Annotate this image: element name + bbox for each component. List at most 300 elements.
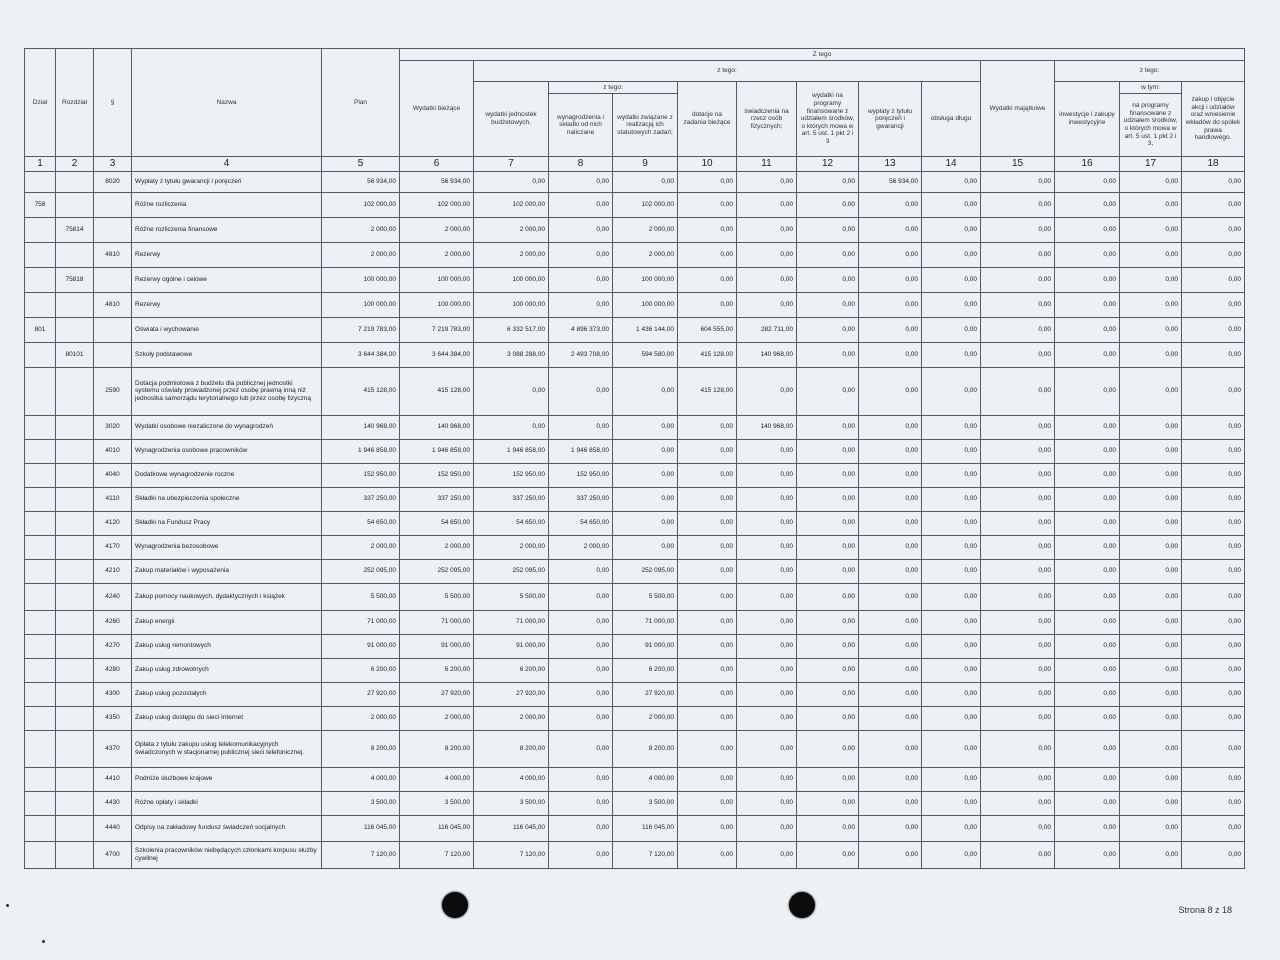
cell-value: 0,00 [737, 535, 797, 559]
cell-dzial [25, 267, 56, 292]
cell-value: 0,00 [981, 634, 1055, 658]
cell-value: 152 950,00 [322, 463, 400, 487]
cell-paragraf: 4270 [94, 634, 132, 658]
cell-value: 2 000,00 [400, 535, 474, 559]
cell-value: 0,00 [797, 767, 859, 791]
cell-value: 0,00 [737, 841, 797, 868]
cell-value: 0,00 [859, 439, 922, 463]
cell-value: 337 250,00 [549, 487, 613, 511]
cell-value: 0,00 [859, 192, 922, 217]
column-number: 2 [56, 157, 94, 172]
cell-paragraf: 4110 [94, 487, 132, 511]
table-row [25, 610, 1245, 634]
cell-value: 54 650,00 [322, 511, 400, 535]
cell-value: 100 000,00 [613, 267, 678, 292]
table-body [25, 171, 1245, 868]
cell-value: 0,00 [797, 535, 859, 559]
cell-nazwa: Opłata z tytułu zakupu usług telekomunikacyjnych świadczonych w stacjonarnej publicznej sieci telefonicznej. [132, 730, 322, 767]
cell-value: 0,00 [922, 610, 981, 634]
cell-value: 2 000,00 [400, 242, 474, 267]
cell-value: 0,00 [981, 292, 1055, 317]
column-number: 5 [322, 157, 400, 172]
cell-value: 102 000,00 [322, 192, 400, 217]
header-wynagrodzenia: wynagrodzenia i składki od nich naliczane [549, 94, 613, 157]
cell-value: 0,00 [613, 463, 678, 487]
cell-value: 0,00 [1120, 767, 1182, 791]
cell-value: 0,00 [922, 487, 981, 511]
cell-value: 0,00 [922, 415, 981, 439]
cell-value: 0,00 [981, 487, 1055, 511]
cell-value: 0,00 [859, 535, 922, 559]
cell-dzial [25, 682, 56, 706]
cell-value: 0,00 [737, 559, 797, 583]
table-row [25, 559, 1245, 583]
cell-value: 0,00 [859, 292, 922, 317]
cell-paragraf: 4300 [94, 682, 132, 706]
cell-rozdzial [56, 706, 94, 730]
cell-value: 0,00 [613, 415, 678, 439]
cell-rozdzial [56, 463, 94, 487]
cell-value: 0,00 [922, 559, 981, 583]
cell-value: 1 436 144,00 [613, 317, 678, 342]
cell-value: 0,00 [737, 439, 797, 463]
column-number: 16 [1055, 157, 1120, 172]
cell-nazwa: Szkolenia pracowników niebędących członkami korpusu służby cywilnej [132, 841, 322, 868]
cell-value: 0,00 [737, 192, 797, 217]
cell-value: 0,00 [981, 610, 1055, 634]
cell-value: 71 000,00 [400, 610, 474, 634]
cell-paragraf: 2590 [94, 367, 132, 415]
cell-value: 0,00 [1182, 706, 1245, 730]
cell-value: 604 555,00 [678, 317, 737, 342]
cell-value: 0,00 [922, 192, 981, 217]
scan-speck [42, 940, 45, 943]
table-header [25, 49, 1245, 172]
table-row [25, 463, 1245, 487]
table-row [25, 730, 1245, 767]
cell-value: 0,00 [1182, 791, 1245, 815]
cell-value: 8 200,00 [613, 730, 678, 767]
cell-value: 0,00 [678, 242, 737, 267]
cell-value: 0,00 [797, 791, 859, 815]
cell-value: 0,00 [1055, 242, 1120, 267]
cell-value: 0,00 [1120, 217, 1182, 242]
cell-paragraf [94, 192, 132, 217]
cell-value: 0,00 [1120, 242, 1182, 267]
cell-value: 0,00 [549, 791, 613, 815]
cell-nazwa: Zakup usług zdrowotnych [132, 658, 322, 682]
cell-value: 0,00 [859, 463, 922, 487]
cell-value: 0,00 [737, 292, 797, 317]
cell-dzial [25, 791, 56, 815]
cell-value: 0,00 [797, 658, 859, 682]
cell-value: 0,00 [922, 841, 981, 868]
cell-rozdzial [56, 192, 94, 217]
cell-dzial [25, 292, 56, 317]
cell-value: 252 095,00 [474, 559, 549, 583]
cell-value: 0,00 [1055, 342, 1120, 367]
cell-nazwa: Wynagrodzenia bezosobowe [132, 535, 322, 559]
cell-value: 0,00 [981, 171, 1055, 192]
table-row [25, 767, 1245, 791]
cell-value: 0,00 [737, 242, 797, 267]
cell-dzial [25, 342, 56, 367]
table-row [25, 292, 1245, 317]
cell-value: 0,00 [1120, 841, 1182, 868]
cell-dzial [25, 511, 56, 535]
cell-paragraf: 4700 [94, 841, 132, 868]
cell-value: 0,00 [737, 634, 797, 658]
cell-value: 0,00 [549, 610, 613, 634]
table-row [25, 192, 1245, 217]
cell-value: 0,00 [797, 342, 859, 367]
cell-value: 0,00 [859, 511, 922, 535]
cell-value: 0,00 [1055, 463, 1120, 487]
cell-value: 0,00 [1120, 487, 1182, 511]
cell-value: 0,00 [1055, 415, 1120, 439]
cell-value: 0,00 [1120, 415, 1182, 439]
cell-value: 415 128,00 [400, 367, 474, 415]
cell-value: 7 120,00 [474, 841, 549, 868]
cell-value: 7 219 783,00 [400, 317, 474, 342]
cell-value: 0,00 [981, 583, 1055, 610]
cell-value: 0,00 [922, 634, 981, 658]
column-number: 15 [981, 157, 1055, 172]
cell-value: 2 000,00 [613, 217, 678, 242]
cell-nazwa: Rezerwy ogólne i celowe [132, 267, 322, 292]
cell-value: 100 000,00 [613, 292, 678, 317]
cell-value: 0,00 [981, 415, 1055, 439]
cell-value: 0,00 [981, 815, 1055, 841]
cell-value: 0,00 [549, 242, 613, 267]
cell-value: 0,00 [1055, 292, 1120, 317]
cell-value: 0,00 [922, 439, 981, 463]
cell-value: 0,00 [737, 511, 797, 535]
cell-value: 0,00 [678, 463, 737, 487]
cell-value: 0,00 [549, 292, 613, 317]
cell-value: 4 000,00 [400, 767, 474, 791]
cell-value: 0,00 [737, 682, 797, 706]
cell-value: 0,00 [1055, 767, 1120, 791]
cell-value: 1 946 858,00 [549, 439, 613, 463]
cell-paragraf: 4210 [94, 559, 132, 583]
cell-value: 2 000,00 [322, 242, 400, 267]
cell-rozdzial [56, 415, 94, 439]
cell-value: 116 045,00 [322, 815, 400, 841]
cell-value: 0,00 [797, 730, 859, 767]
cell-nazwa: Zakup usług pozostałych [132, 682, 322, 706]
cell-value: 0,00 [678, 841, 737, 868]
cell-dzial [25, 730, 56, 767]
cell-value: 252 095,00 [322, 559, 400, 583]
cell-value: 0,00 [797, 267, 859, 292]
cell-value: 0,00 [1120, 559, 1182, 583]
cell-value: 594 580,00 [613, 342, 678, 367]
cell-value: 2 000,00 [474, 242, 549, 267]
cell-value: 71 000,00 [322, 610, 400, 634]
cell-value: 91 000,00 [400, 634, 474, 658]
cell-value: 1 946 858,00 [322, 439, 400, 463]
cell-paragraf: 3020 [94, 415, 132, 439]
cell-value: 7 120,00 [322, 841, 400, 868]
cell-value: 0,00 [981, 511, 1055, 535]
cell-dzial [25, 634, 56, 658]
cell-value: 0,00 [981, 767, 1055, 791]
cell-value: 0,00 [1055, 535, 1120, 559]
cell-value: 0,00 [1182, 559, 1245, 583]
cell-paragraf [94, 317, 132, 342]
table-row [25, 815, 1245, 841]
cell-value: 0,00 [922, 511, 981, 535]
cell-dzial [25, 487, 56, 511]
cell-value: 0,00 [1055, 634, 1120, 658]
cell-value: 0,00 [549, 658, 613, 682]
cell-value: 0,00 [797, 841, 859, 868]
cell-value: 0,00 [1182, 342, 1245, 367]
cell-nazwa: Zakup usług dostępu do sieci Internet [132, 706, 322, 730]
cell-value: 3 088 288,00 [474, 342, 549, 367]
cell-value: 0,00 [678, 658, 737, 682]
header-inwestycje: inwestycje i zakupy inwestycyjne [1055, 82, 1120, 157]
cell-value: 0,00 [1120, 292, 1182, 317]
table-row [25, 171, 1245, 192]
cell-value: 0,00 [549, 192, 613, 217]
cell-value: 0,00 [474, 171, 549, 192]
cell-value: 0,00 [549, 559, 613, 583]
cell-paragraf: 4280 [94, 658, 132, 682]
cell-value: 0,00 [1182, 610, 1245, 634]
cell-value: 4 000,00 [474, 767, 549, 791]
cell-rozdzial [56, 171, 94, 192]
cell-value: 0,00 [859, 791, 922, 815]
cell-rozdzial [56, 634, 94, 658]
cell-rozdzial [56, 730, 94, 767]
cell-dzial [25, 242, 56, 267]
cell-value: 2 000,00 [613, 242, 678, 267]
cell-value: 0,00 [1182, 535, 1245, 559]
cell-value: 0,00 [859, 767, 922, 791]
cell-value: 7 219 783,00 [322, 317, 400, 342]
cell-value: 100 000,00 [474, 267, 549, 292]
column-number: 18 [1182, 157, 1245, 172]
cell-value: 0,00 [678, 682, 737, 706]
cell-value: 0,00 [859, 487, 922, 511]
cell-value: 415 128,00 [678, 367, 737, 415]
cell-value: 2 000,00 [474, 535, 549, 559]
cell-value: 0,00 [1055, 192, 1120, 217]
cell-dzial [25, 706, 56, 730]
cell-paragraf: 4010 [94, 439, 132, 463]
cell-dzial [25, 415, 56, 439]
cell-value: 0,00 [678, 791, 737, 815]
cell-dzial [25, 658, 56, 682]
cell-value: 0,00 [797, 439, 859, 463]
cell-value: 7 120,00 [613, 841, 678, 868]
cell-value: 0,00 [1182, 682, 1245, 706]
table-row [25, 583, 1245, 610]
cell-value: 0,00 [613, 439, 678, 463]
cell-value: 0,00 [1182, 730, 1245, 767]
cell-value: 0,00 [678, 267, 737, 292]
cell-value: 140 968,00 [400, 415, 474, 439]
cell-value: 0,00 [1055, 610, 1120, 634]
cell-value: 0,00 [1120, 511, 1182, 535]
header-wydatki-zwiazane: wydatki związane z realizacją ich statutowych zadań; [613, 94, 678, 157]
table-row [25, 439, 1245, 463]
cell-value: 3 644 384,00 [322, 342, 400, 367]
header-z-tego: Z tego [400, 49, 1245, 61]
cell-dzial [25, 439, 56, 463]
cell-value: 0,00 [797, 367, 859, 415]
cell-value: 0,00 [737, 730, 797, 767]
cell-nazwa: Zakup usług remontowych [132, 634, 322, 658]
cell-value: 0,00 [859, 267, 922, 292]
cell-value: 6 200,00 [474, 658, 549, 682]
cell-value: 0,00 [1055, 487, 1120, 511]
cell-value: 6 332 517,00 [474, 317, 549, 342]
cell-value: 0,00 [549, 217, 613, 242]
cell-value: 0,00 [474, 367, 549, 415]
cell-value: 0,00 [613, 367, 678, 415]
cell-value: 3 500,00 [613, 791, 678, 815]
cell-value: 0,00 [981, 791, 1055, 815]
cell-value: 0,00 [859, 730, 922, 767]
cell-value: 0,00 [1055, 511, 1120, 535]
cell-paragraf: 4370 [94, 730, 132, 767]
cell-value: 0,00 [678, 583, 737, 610]
cell-value: 0,00 [922, 267, 981, 292]
cell-paragraf: 4430 [94, 791, 132, 815]
cell-nazwa: Różne opłaty i składki [132, 791, 322, 815]
cell-value: 0,00 [981, 682, 1055, 706]
cell-rozdzial [56, 767, 94, 791]
budget-table [24, 48, 1245, 869]
cell-value: 0,00 [1120, 583, 1182, 610]
cell-rozdzial [56, 658, 94, 682]
header-wyplaty-poreczen: wypłaty z tytułu poręczeń i gwarancji [859, 82, 922, 157]
cell-value: 0,00 [1055, 815, 1120, 841]
cell-value: 0,00 [737, 217, 797, 242]
cell-value: 0,00 [1182, 463, 1245, 487]
cell-value: 0,00 [859, 610, 922, 634]
punch-hole-left [442, 892, 468, 918]
cell-value: 0,00 [549, 415, 613, 439]
cell-value: 0,00 [737, 658, 797, 682]
cell-value: 116 045,00 [474, 815, 549, 841]
cell-value: 0,00 [613, 511, 678, 535]
header-wydatki-majatkowe: Wydatki majątkowe [981, 61, 1055, 157]
table-row [25, 217, 1245, 242]
cell-value: 2 000,00 [474, 217, 549, 242]
cell-value: 0,00 [549, 706, 613, 730]
cell-value: 56 934,00 [400, 171, 474, 192]
cell-value: 0,00 [981, 658, 1055, 682]
cell-value: 0,00 [613, 171, 678, 192]
cell-value: 140 968,00 [322, 415, 400, 439]
cell-value: 100 000,00 [322, 267, 400, 292]
table-row [25, 367, 1245, 415]
cell-value: 0,00 [678, 171, 737, 192]
cell-value: 54 650,00 [549, 511, 613, 535]
cell-value: 8 200,00 [400, 730, 474, 767]
cell-dzial [25, 559, 56, 583]
cell-value: 0,00 [1182, 815, 1245, 841]
cell-value: 27 920,00 [474, 682, 549, 706]
cell-value: 0,00 [678, 192, 737, 217]
header-na-programy: na programy finansowane z udziałem środków, o których mowa w art. 5 ust. 1 pkt 2 i 3, [1120, 94, 1182, 157]
cell-value: 0,00 [859, 815, 922, 841]
cell-value: 0,00 [549, 267, 613, 292]
cell-value: 282 711,00 [737, 317, 797, 342]
cell-dzial: 801 [25, 317, 56, 342]
cell-value: 0,00 [678, 292, 737, 317]
cell-value: 8 200,00 [474, 730, 549, 767]
cell-value: 0,00 [1120, 791, 1182, 815]
cell-nazwa: Wydatki osobowe niezaliczone do wynagrodzeń [132, 415, 322, 439]
cell-value: 0,00 [797, 634, 859, 658]
header-nazwa: Nazwa [132, 49, 322, 157]
cell-value: 91 000,00 [613, 634, 678, 658]
cell-value: 0,00 [859, 559, 922, 583]
cell-value: 27 920,00 [400, 682, 474, 706]
page-number: Strona 8 z 18 [1178, 905, 1232, 915]
cell-nazwa: Rezerwy [132, 242, 322, 267]
column-number: 8 [549, 157, 613, 172]
cell-value: 0,00 [549, 730, 613, 767]
cell-rozdzial: 75814 [56, 217, 94, 242]
table-row [25, 242, 1245, 267]
cell-nazwa: Szkoły podstawowe [132, 342, 322, 367]
header-paragraf: § [94, 49, 132, 157]
table-row [25, 511, 1245, 535]
header-obsluga-dlugu: obsługa długu [922, 82, 981, 157]
cell-value: 0,00 [922, 658, 981, 682]
cell-value: 1 946 858,00 [400, 439, 474, 463]
cell-nazwa: Zakup materiałów i wyposażenia [132, 559, 322, 583]
cell-paragraf: 8020 [94, 171, 132, 192]
cell-value: 0,00 [797, 317, 859, 342]
header-z-tego-jednostek: z tego: [549, 82, 678, 94]
cell-rozdzial [56, 682, 94, 706]
cell-value: 0,00 [1182, 192, 1245, 217]
cell-value: 0,00 [1182, 367, 1245, 415]
cell-dzial [25, 463, 56, 487]
column-number: 4 [132, 157, 322, 172]
cell-nazwa: Wynagrodzenia osobowe pracowników [132, 439, 322, 463]
cell-value: 0,00 [613, 487, 678, 511]
cell-value: 0,00 [1182, 217, 1245, 242]
cell-value: 0,00 [1120, 342, 1182, 367]
cell-value: 0,00 [981, 367, 1055, 415]
column-number: 17 [1120, 157, 1182, 172]
cell-paragraf: 4170 [94, 535, 132, 559]
cell-value: 0,00 [797, 217, 859, 242]
cell-value: 2 000,00 [322, 535, 400, 559]
cell-value: 0,00 [1055, 583, 1120, 610]
cell-nazwa: Zakup energii [132, 610, 322, 634]
cell-value: 4 000,00 [322, 767, 400, 791]
cell-value: 6 200,00 [400, 658, 474, 682]
cell-value: 0,00 [797, 487, 859, 511]
cell-value: 2 000,00 [474, 706, 549, 730]
cell-value: 0,00 [678, 815, 737, 841]
cell-value: 0,00 [1120, 439, 1182, 463]
cell-value: 0,00 [549, 367, 613, 415]
cell-rozdzial [56, 791, 94, 815]
cell-value: 0,00 [737, 767, 797, 791]
cell-value: 0,00 [1055, 841, 1120, 868]
cell-value: 0,00 [859, 658, 922, 682]
